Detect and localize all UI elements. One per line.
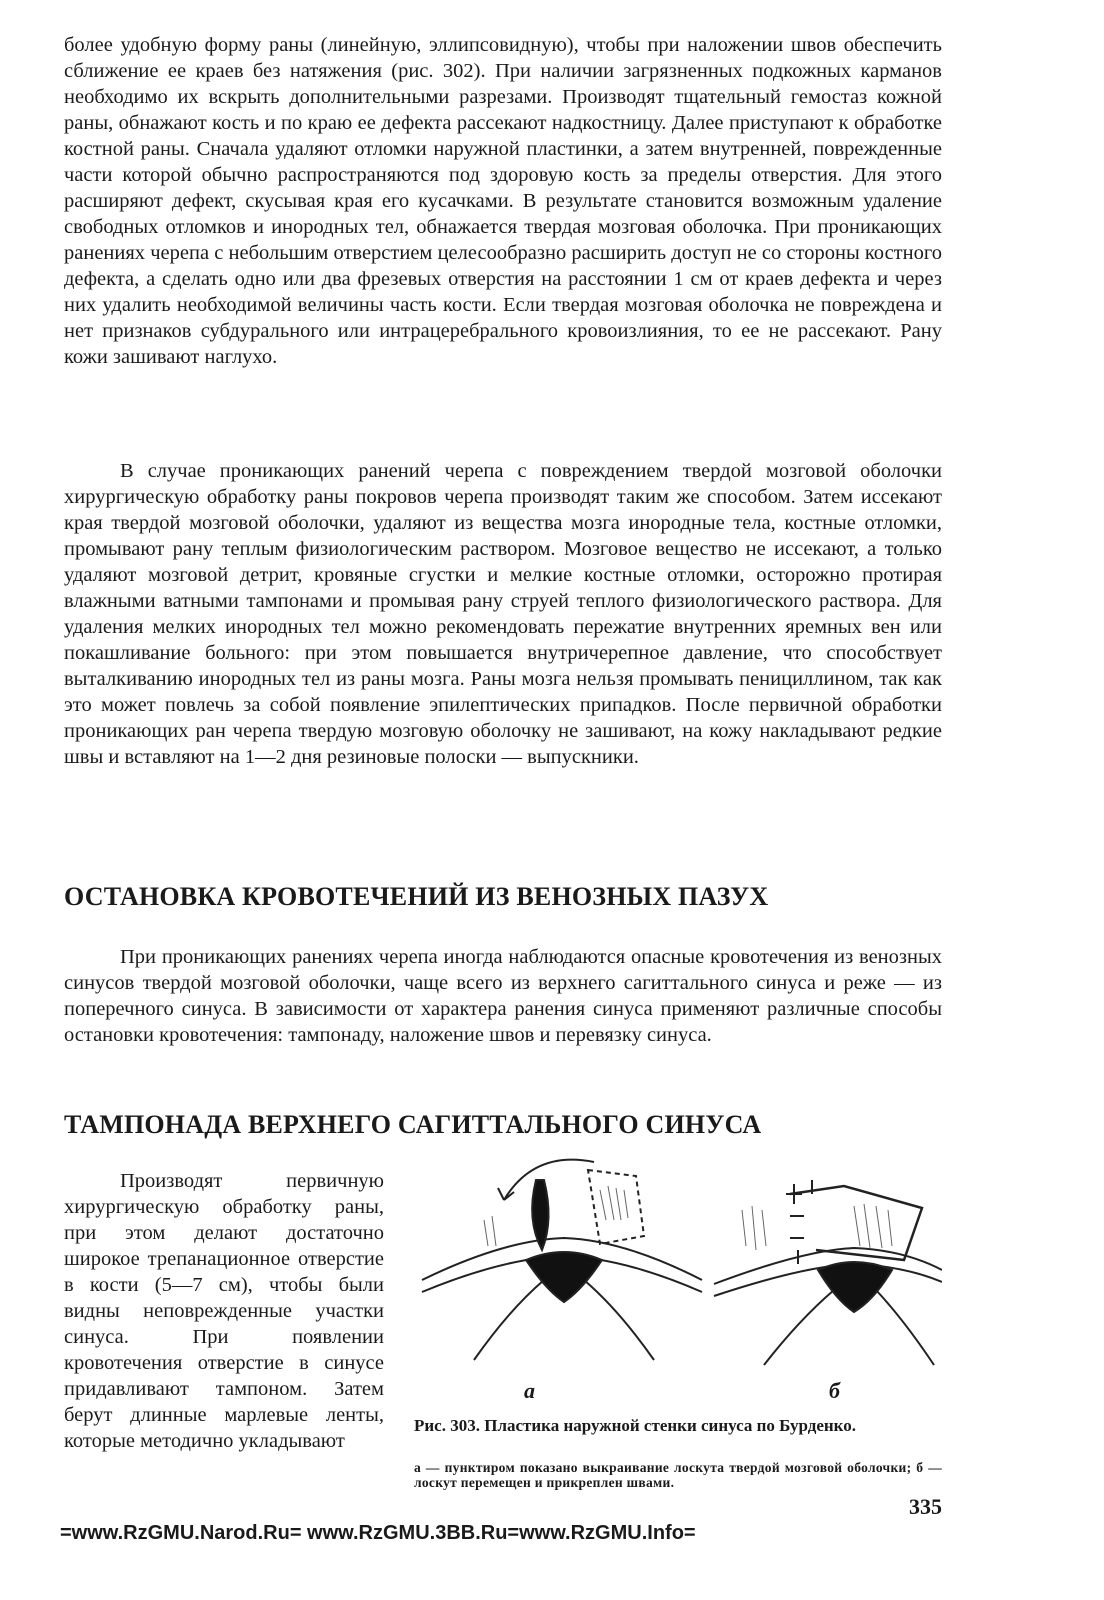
figure-caption-text: а — пунктиром показано выкраивание лоскута твердой мозговой оболочки; б — лоскут перемещен и прикреплен швами. bbox=[414, 1460, 942, 1490]
section-heading-sinus-tamponade: ТАМПОНАДА ВЕРХНЕГО САГИТТАЛЬНОГО СИНУСА bbox=[64, 1110, 762, 1139]
figure-caption-title: Рис. 303. Пластика наружной стенки синуса по Бурденко. bbox=[414, 1416, 856, 1435]
panel-a-drawing bbox=[422, 1160, 702, 1360]
paragraph-venous-sinuses: При проникающих ранениях черепа иногда наблюдаются опасные кровотечения из венозных синусов твердой мозговой оболочки, чаще всего из верхнего сагиттального синуса и реже — из поперечного синуса. В зависимости от характера ранения синуса применяют различные способы остановки кровотечения: тампонаду, наложение швов и перевязку синуса. bbox=[64, 946, 942, 1046]
paragraph-wound-treatment: более удобную форму раны (линейную, эллипсовидную), чтобы при наложении швов обеспечить сближение ее краев без натяжения (рис. 302). При наличии загрязненных подкожных карманов необходимо их вскрыть дополнительными разрезами. Производят тщательный гемостаз кожной раны, обнажают кость и по краю ее дефекта рассекают надкостницу. Далее приступают к обработке костной раны. Сначала удаляют отломки наружной пластинки, а затем внутренней, поврежденные части которой обычно распространяются под здоровую кость за пределы отверстия. Для этого расширяют дефект, скусывая края его кусачками. В результате становится возможным удаление свободных отломков и инородных тел, обнажается твердая мозговая оболочка. При проникающих ранениях черепа с небольшим отверстием целесообразно расширить доступ не со стороны костного дефекта, а сделать одно или два фрезевых отверстия на расстоянии 1 см от краев дефекта и через них удалить необходимой величины часть кости. Если твердая мозговая оболочка не повреждена и нет признаков субдурального или интрацеребрального кровоизлияния, то ее не рассекают. Рану кожи зашивают наглухо. bbox=[64, 34, 942, 368]
figure-label-a: а bbox=[524, 1378, 535, 1403]
page-number: 335 bbox=[909, 1494, 942, 1519]
sinus-plasty-illustration bbox=[414, 1140, 942, 1410]
figure-303 bbox=[414, 1140, 942, 1520]
paragraph-tamponade: Производят первичную хирургическую обработку раны, при этом делают достаточно широкое трепанационное отверстие в кости (5—7 см), чтобы были видны неповрежденные участки синуса. При появлении кровотечения отверстие в синусе придавливают тампоном. Затем берут длинные марлевые ленты, которые методично укладывают bbox=[64, 1170, 384, 1452]
paragraph-penetrating-wounds: В случае проникающих ранений черепа с повреждением твердой мозговой оболочки хирургическую обработку раны покровов черепа производят таким же способом. Затем иссекают края твердой мозговой оболочки, удаляют из вещества мозга инородные тела, костные отломки, промывают рану теплым физиологическим раствором. Мозговое вещество не иссекают, а только удаляют мозговой детрит, кровяные сгустки и мелкие костные отломки, осторожно протирая влажными ватными тампонами и промывая рану струей теплого физиологического раствора. Для удаления мелких инородных тел можно рекомендовать пережатие внутренних яремных вен или покашливание больного: при этом повышается внутричерепное давление, что способствует выталкиванию инородных тел из раны мозга. Раны мозга нельзя промывать пенициллином, так как это может повлечь за собой появление эпилептических припадков. После первичной обработки проникающих ран черепа твердую мозговую оболочку не зашивают, на кожу накладывают редкие швы и вставляют на 1—2 дня резиновые полоски — выпускники. bbox=[64, 460, 942, 768]
panel-b-drawing bbox=[714, 1180, 942, 1365]
section-heading-venous-bleeding: ОСТАНОВКА КРОВОТЕЧЕНИЙ ИЗ ВЕНОЗНЫХ ПАЗУХ bbox=[64, 882, 769, 911]
figure-label-b: б bbox=[829, 1378, 840, 1403]
watermark-footer: =www.RzGMU.Narod.Ru= www.RzGMU.3BB.Ru=www.RzGMU.Info= bbox=[60, 1522, 696, 1544]
